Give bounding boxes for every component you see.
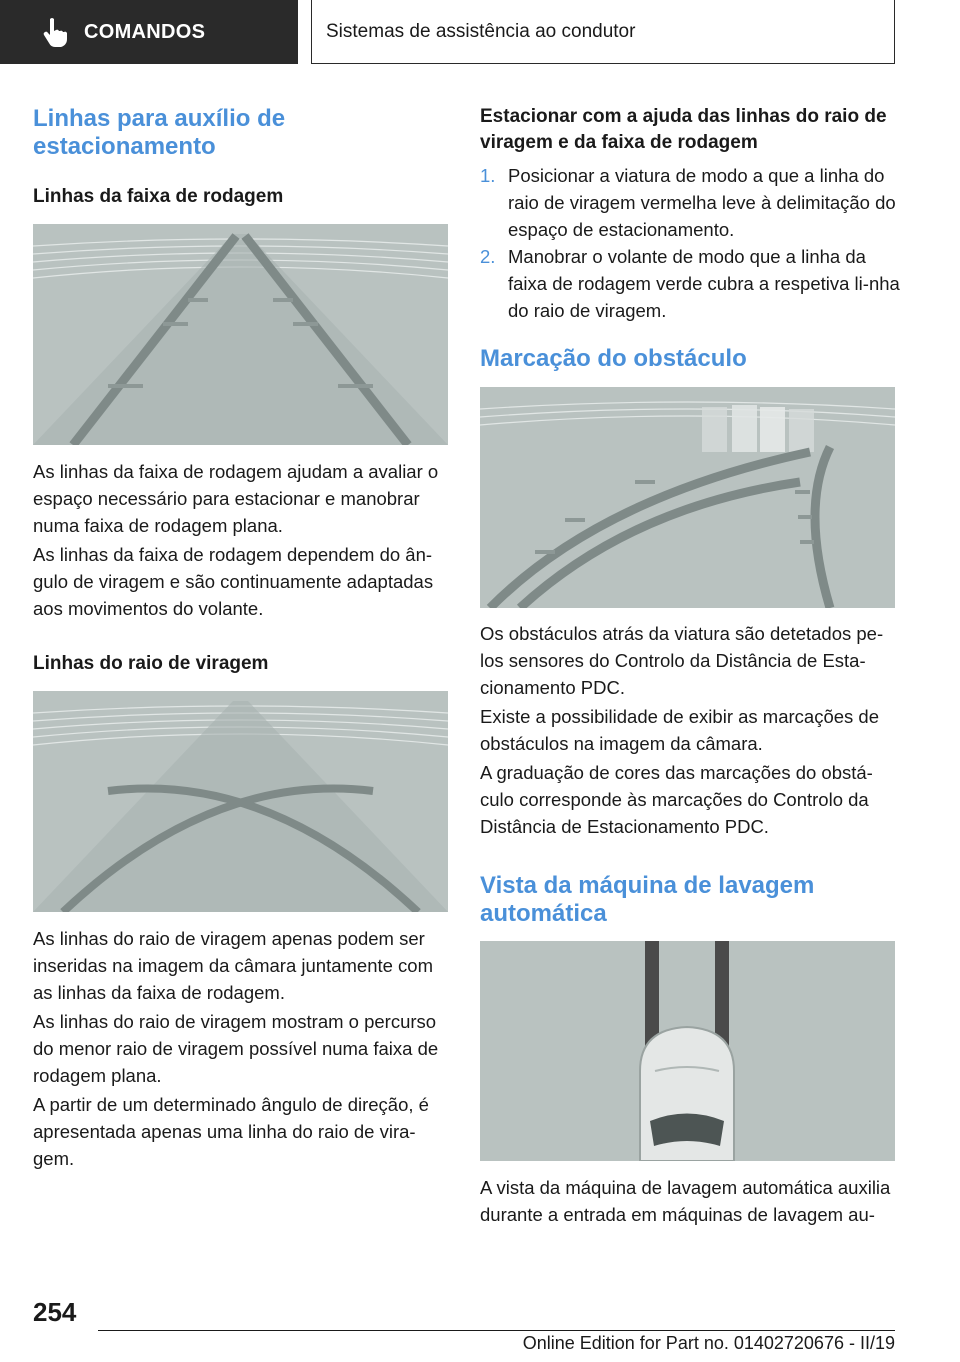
subheading-lane-lines: Linhas da faixa de rodagem xyxy=(33,186,284,207)
step-text: Manobrar o volante de modo que a linha da faixa de rodagem verde cubra a respetiva li‐nha do raio de viragem. xyxy=(508,246,900,321)
figure-obstacle-marking xyxy=(480,387,895,608)
paragraph: As linhas do raio de viragem apenas podem ser inseridas na imagem da câmara juntamente com as linhas da faixa de rodagem. xyxy=(33,928,433,1003)
paragraph: Existe a possibilidade de exibir as marcações de obstáculos na imagem da câmara. xyxy=(480,706,879,754)
step-number: 2. xyxy=(480,246,496,267)
figure-car-wash-view xyxy=(480,941,895,1161)
footer-edition: Online Edition for Part no. 01402720676 - II/19 xyxy=(522,1333,895,1353)
paragraph: As linhas do raio de viragem mostram o percurso do menor raio de viragem possível numa faixa de rodagem plana. xyxy=(33,1011,439,1086)
header-tab xyxy=(0,0,298,64)
paragraph: As linhas da faixa de rodagem dependem do ân‐gulo de viragem e são continuamente adaptadas aos movimentos do volante. xyxy=(33,544,434,619)
paragraph: A vista da máquina de lavagem automática auxilia durante a entrada em máquinas de lavagem au‐ xyxy=(480,1177,891,1225)
footer-divider xyxy=(98,1330,895,1331)
paragraph: A partir de um determinado ângulo de direção, é apresentada apenas uma linha do raio de vira‐gem. xyxy=(33,1094,429,1169)
heading-obstacle-marking: Marcação do obstáculo xyxy=(480,345,747,372)
page-number: 254 xyxy=(33,1297,77,1327)
figure-turning-radius-lines xyxy=(33,691,448,912)
heading-car-wash-view: Vista da máquina de lavagem automática xyxy=(480,872,815,927)
header-tab-label: COMANDOS xyxy=(84,20,206,43)
hand-pointer-icon xyxy=(38,15,72,49)
step-number: 1. xyxy=(480,165,496,186)
subheading-turning-radius: Linhas do raio de viragem xyxy=(33,653,269,674)
subheading-parking-with-lines: Estacionar com a ajuda das linhas do raio de viragem e da faixa de rodagem xyxy=(480,106,887,153)
heading-parking-lines: Linhas para auxílio de estacionamento xyxy=(33,105,286,160)
figure-lane-lines xyxy=(33,224,448,445)
header-section xyxy=(311,0,895,64)
paragraph: As linhas da faixa de rodagem ajudam a avaliar o espaço necessário para estacionar e manobrar numa faixa de rodagem plana. xyxy=(33,461,439,536)
section-title: Sistemas de assistência ao condutor xyxy=(326,20,636,42)
step-text: Posicionar a viatura de modo a que a linha do raio de viragem vermelha leve à delimitação do espaço de estacionamento. xyxy=(508,165,896,240)
paragraph: Os obstáculos atrás da viatura são detetados pe‐los sensores do Controlo da Distância de Esta‐cionamento PDC. xyxy=(480,623,884,698)
paragraph: A graduação de cores das marcações do obstá‐culo corresponde às marcações do Controlo da Distância de Estacionamento PDC. xyxy=(480,762,873,837)
